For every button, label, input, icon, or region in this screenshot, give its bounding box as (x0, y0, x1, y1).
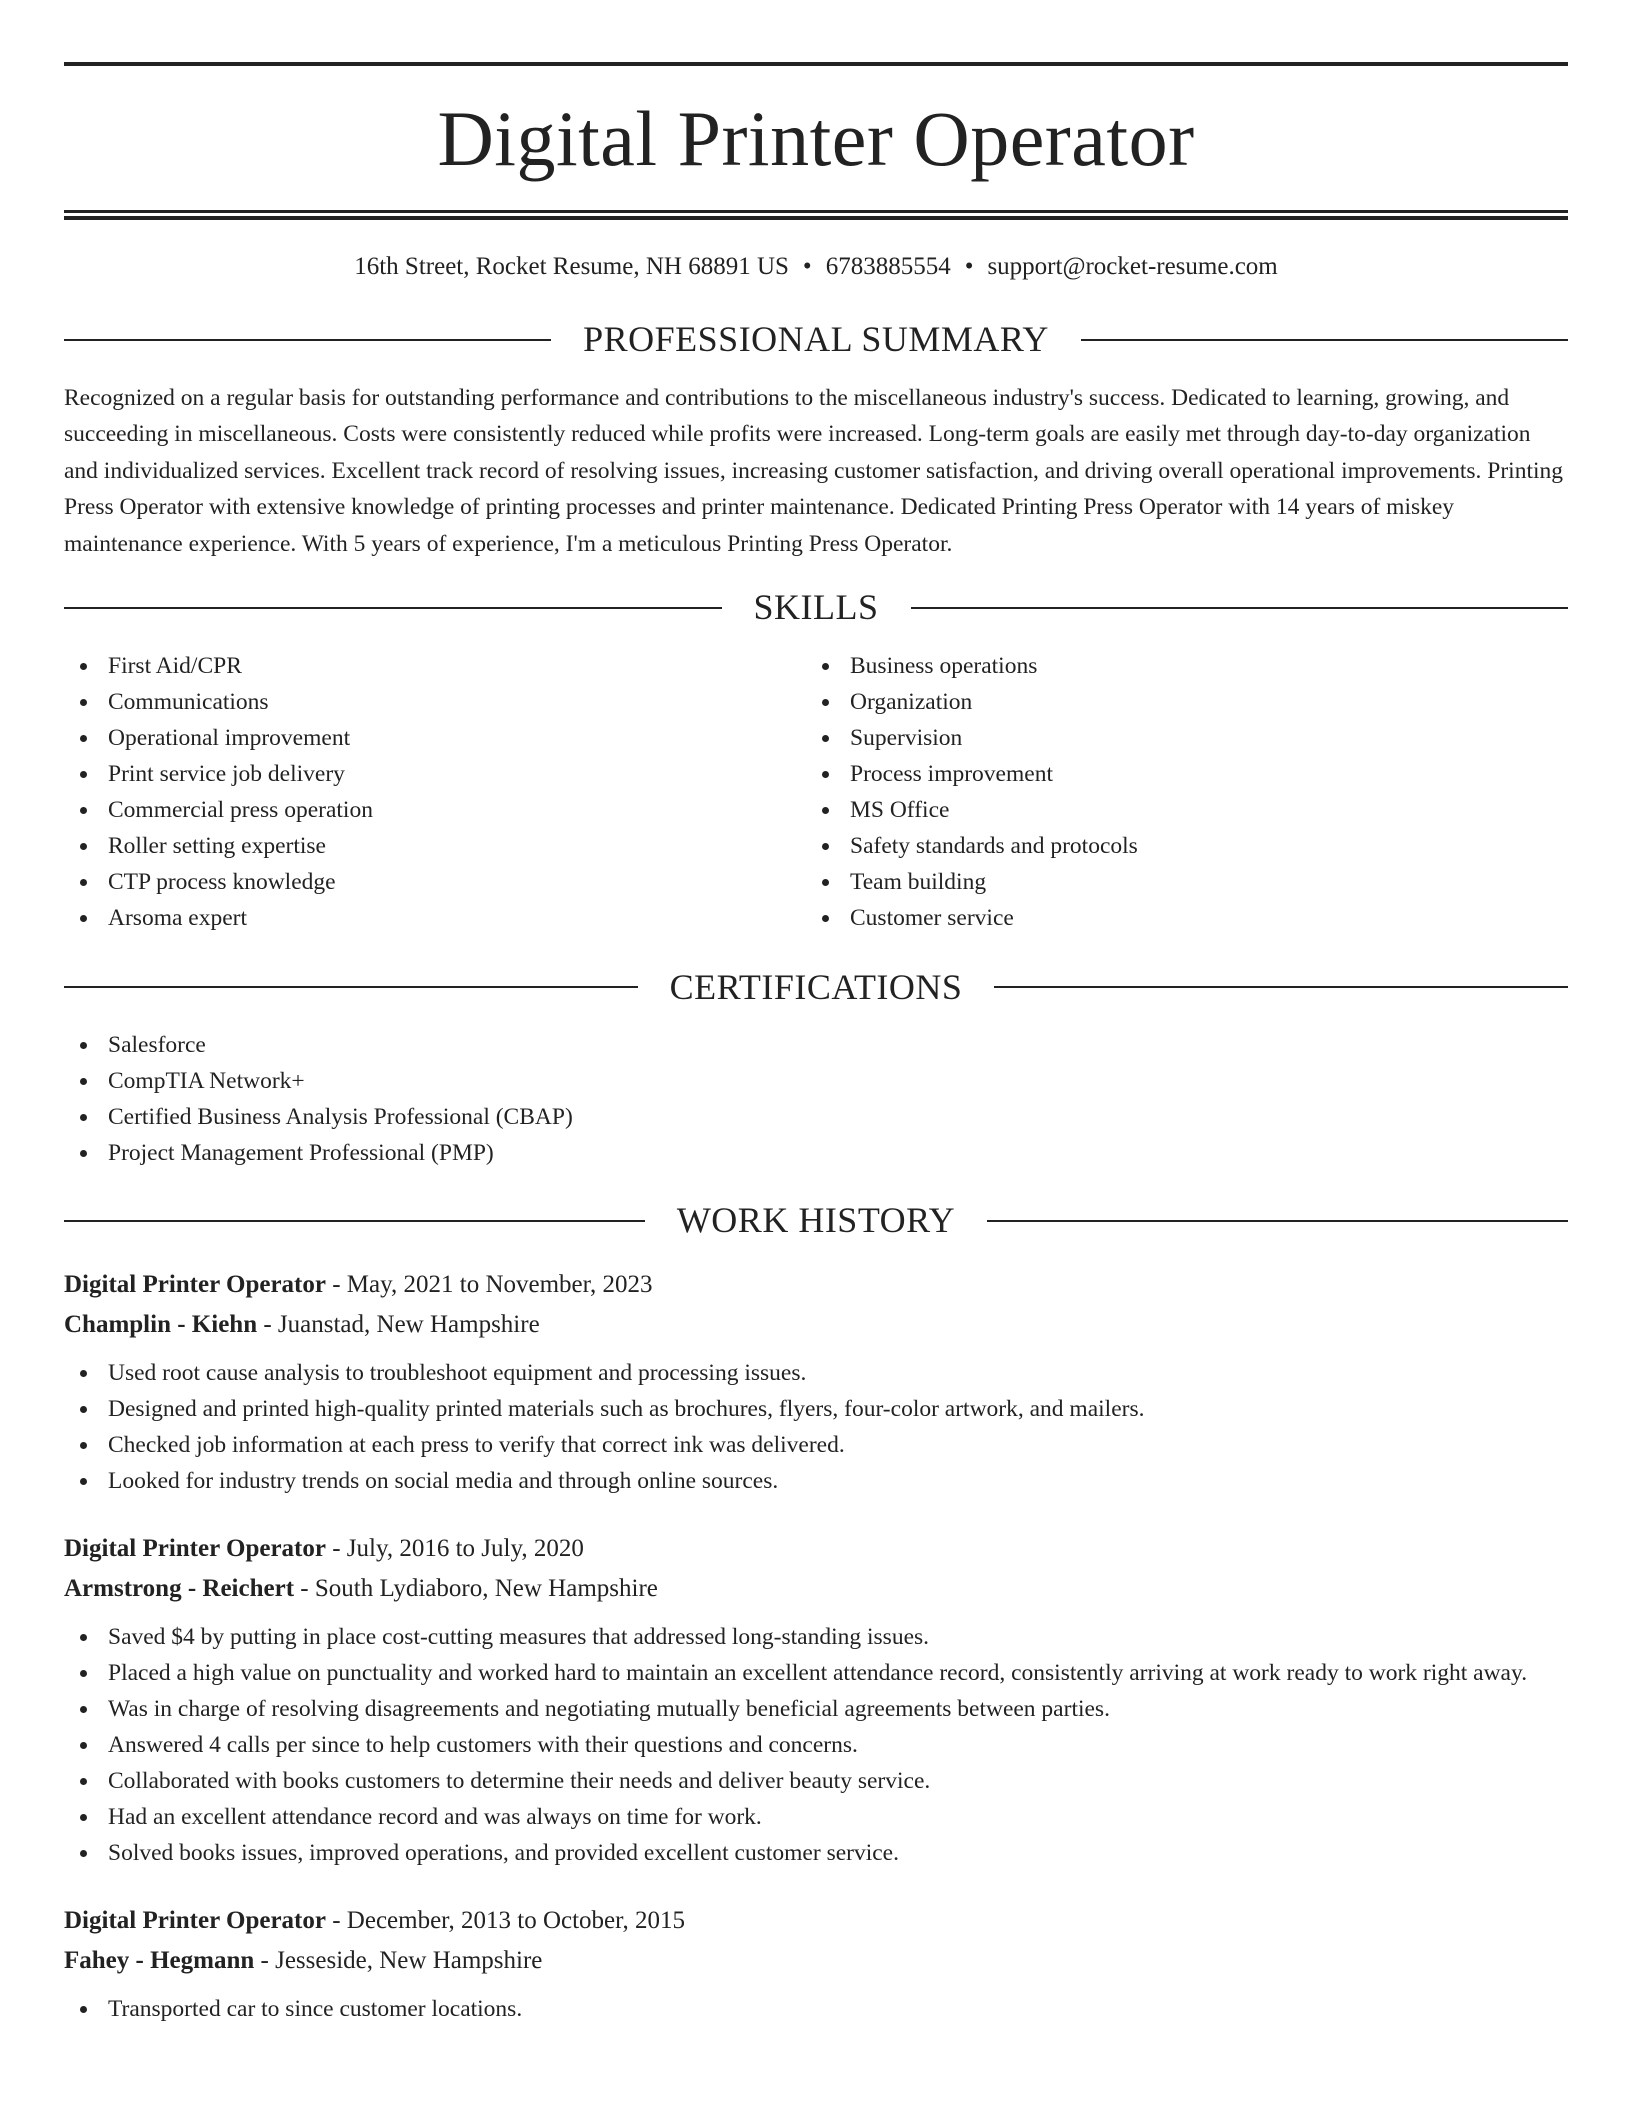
skill-item: Commercial press operation (64, 792, 806, 828)
job-title-line (64, 1901, 1568, 1941)
work-history-heading: WORK HISTORY (676, 1200, 956, 1241)
resume-title: Digital Printer Operator (437, 95, 1195, 182)
section-heading-summary (64, 320, 1568, 360)
job-duty-item: Saved $4 by putting in place cost-cutting measures that addressed long-standing issues. (64, 1619, 1568, 1655)
heading-rule-right (994, 986, 1568, 988)
job-duty-item: Transported car to since customer locations. (64, 1991, 1568, 2027)
job-location: - South Lydiaboro, New Hampshire (294, 1574, 658, 1602)
job-duties-list (64, 1619, 1568, 1871)
job-dates: - May, 2021 to November, 2023 (325, 1270, 653, 1298)
contact-separator: • (964, 253, 974, 280)
skills-column-right (806, 648, 1548, 936)
job-company: Fahey - Hegmann (64, 1946, 255, 1974)
certification-item: Project Management Professional (PMP) (64, 1135, 1568, 1171)
skill-item: Communications (64, 684, 806, 720)
job-title: Digital Printer Operator (64, 1534, 326, 1562)
skill-item: Customer service (806, 900, 1548, 936)
skill-item: Process improvement (806, 756, 1548, 792)
skill-item: Roller setting expertise (64, 828, 806, 864)
job-title: Digital Printer Operator (64, 1906, 326, 1934)
heading-rule-right (987, 1220, 1568, 1222)
skills-heading: SKILLS (753, 587, 879, 628)
job-dates: - July, 2016 to July, 2020 (325, 1534, 584, 1562)
section-heading-certifications (64, 968, 1568, 1008)
job-duty-item: Designed and printed high-quality printed materials such as brochures, flyers, four-color artwork, and mailers. (64, 1391, 1568, 1427)
heading-rule-right (911, 607, 1569, 609)
resume-page (64, 62, 1568, 2027)
summary-heading: PROFESSIONAL SUMMARY (583, 319, 1049, 359)
heading-rule-right (1081, 339, 1568, 341)
job-duty-item: Collaborated with books customers to determine their needs and deliver beauty service. (64, 1763, 1568, 1799)
job-company: Champlin - Kiehn (64, 1310, 258, 1338)
skills-list (64, 648, 1568, 936)
job-company-line (64, 1305, 1568, 1345)
skill-item: Business operations (806, 648, 1548, 684)
job-entry (64, 1265, 1568, 1499)
heading-rule-left (64, 607, 722, 609)
job-title-line (64, 1529, 1568, 1569)
contact-line (64, 252, 1568, 282)
skill-item: Team building (806, 864, 1548, 900)
job-duty-item: Used root cause analysis to troubleshoot equipment and processing issues. (64, 1355, 1568, 1391)
heading-rule-left (64, 986, 638, 988)
skill-item: Safety standards and protocols (806, 828, 1548, 864)
job-company-line (64, 1569, 1568, 1609)
contact-email: support@rocket-resume.com (987, 253, 1278, 280)
job-duties-list (64, 1355, 1568, 1499)
heading-rule-left (64, 1220, 645, 1222)
skill-item: MS Office (806, 792, 1548, 828)
certifications-list (64, 1027, 1568, 1171)
skill-item: Arsoma expert (64, 900, 806, 936)
section-heading-skills (64, 588, 1568, 628)
job-duty-item: Solved books issues, improved operations, and provided excellent customer service. (64, 1835, 1568, 1871)
contact-address: 16th Street, Rocket Resume, NH 68891 US (354, 253, 789, 280)
certification-item: CompTIA Network+ (64, 1063, 1568, 1099)
job-dates: - December, 2013 to October, 2015 (325, 1906, 685, 1934)
job-company-line (64, 1941, 1568, 1981)
job-duties-list (64, 1991, 1568, 2027)
skill-item: Supervision (806, 720, 1548, 756)
certification-item: Salesforce (64, 1027, 1568, 1063)
job-location: - Juanstad, New Hampshire (257, 1310, 540, 1338)
skill-item: Organization (806, 684, 1548, 720)
job-entry (64, 1901, 1568, 2027)
job-duty-item: Had an excellent attendance record and was always on time for work. (64, 1799, 1568, 1835)
job-duty-item: Was in charge of resolving disagreements and negotiating mutually beneficial agreements between parties. (64, 1691, 1568, 1727)
job-duty-item: Looked for industry trends on social media and through online sources. (64, 1463, 1568, 1499)
job-location: - Jesseside, New Hampshire (254, 1946, 543, 1974)
skill-item: Print service job delivery (64, 756, 806, 792)
header-top-rule (64, 62, 1568, 66)
contact-separator: • (802, 253, 812, 280)
job-title-line (64, 1265, 1568, 1305)
job-entry (64, 1529, 1568, 1871)
job-company: Armstrong - Reichert (64, 1574, 295, 1602)
job-duty-item: Checked job information at each press to verify that correct ink was delivered. (64, 1427, 1568, 1463)
heading-rule-left (64, 339, 551, 341)
job-duty-item: Placed a high value on punctuality and worked hard to maintain an excellent attendance record, consistently arriving at work ready to work right away. (64, 1655, 1568, 1691)
certification-item: Certified Business Analysis Professional (CBAP) (64, 1099, 1568, 1135)
skills-column-left (64, 648, 806, 936)
job-duty-item: Answered 4 calls per since to help customers with their questions and concerns. (64, 1727, 1568, 1763)
skill-item: CTP process knowledge (64, 864, 806, 900)
summary-text: Recognized on a regular basis for outstanding performance and contributions to the miscellaneous industry's success. Dedicated to learning, growing, and succeeding in miscellaneous. Costs were consistently reduced while profits were increased. Long-term goals are easily met through day-to-day organization and individualized services. Excellent track record of resolving issues, increasing customer satisfaction, and driving overall operational improvements. Printing Press Operator with extensive knowledge of printing processes and printer maintenance. Dedicated Printing Press Operator with 14 years of miskey maintenance experience. With 5 years of experience, I'm a meticulous Printing Press Operator. (64, 384, 1563, 557)
skill-item: Operational improvement (64, 720, 806, 756)
section-heading-work-history (64, 1201, 1568, 1241)
skill-item: First Aid/CPR (64, 648, 806, 684)
job-title: Digital Printer Operator (64, 1270, 326, 1298)
contact-phone: 6783885554 (825, 253, 951, 280)
certifications-heading: CERTIFICATIONS (669, 966, 963, 1007)
header-double-rule (64, 210, 1568, 220)
